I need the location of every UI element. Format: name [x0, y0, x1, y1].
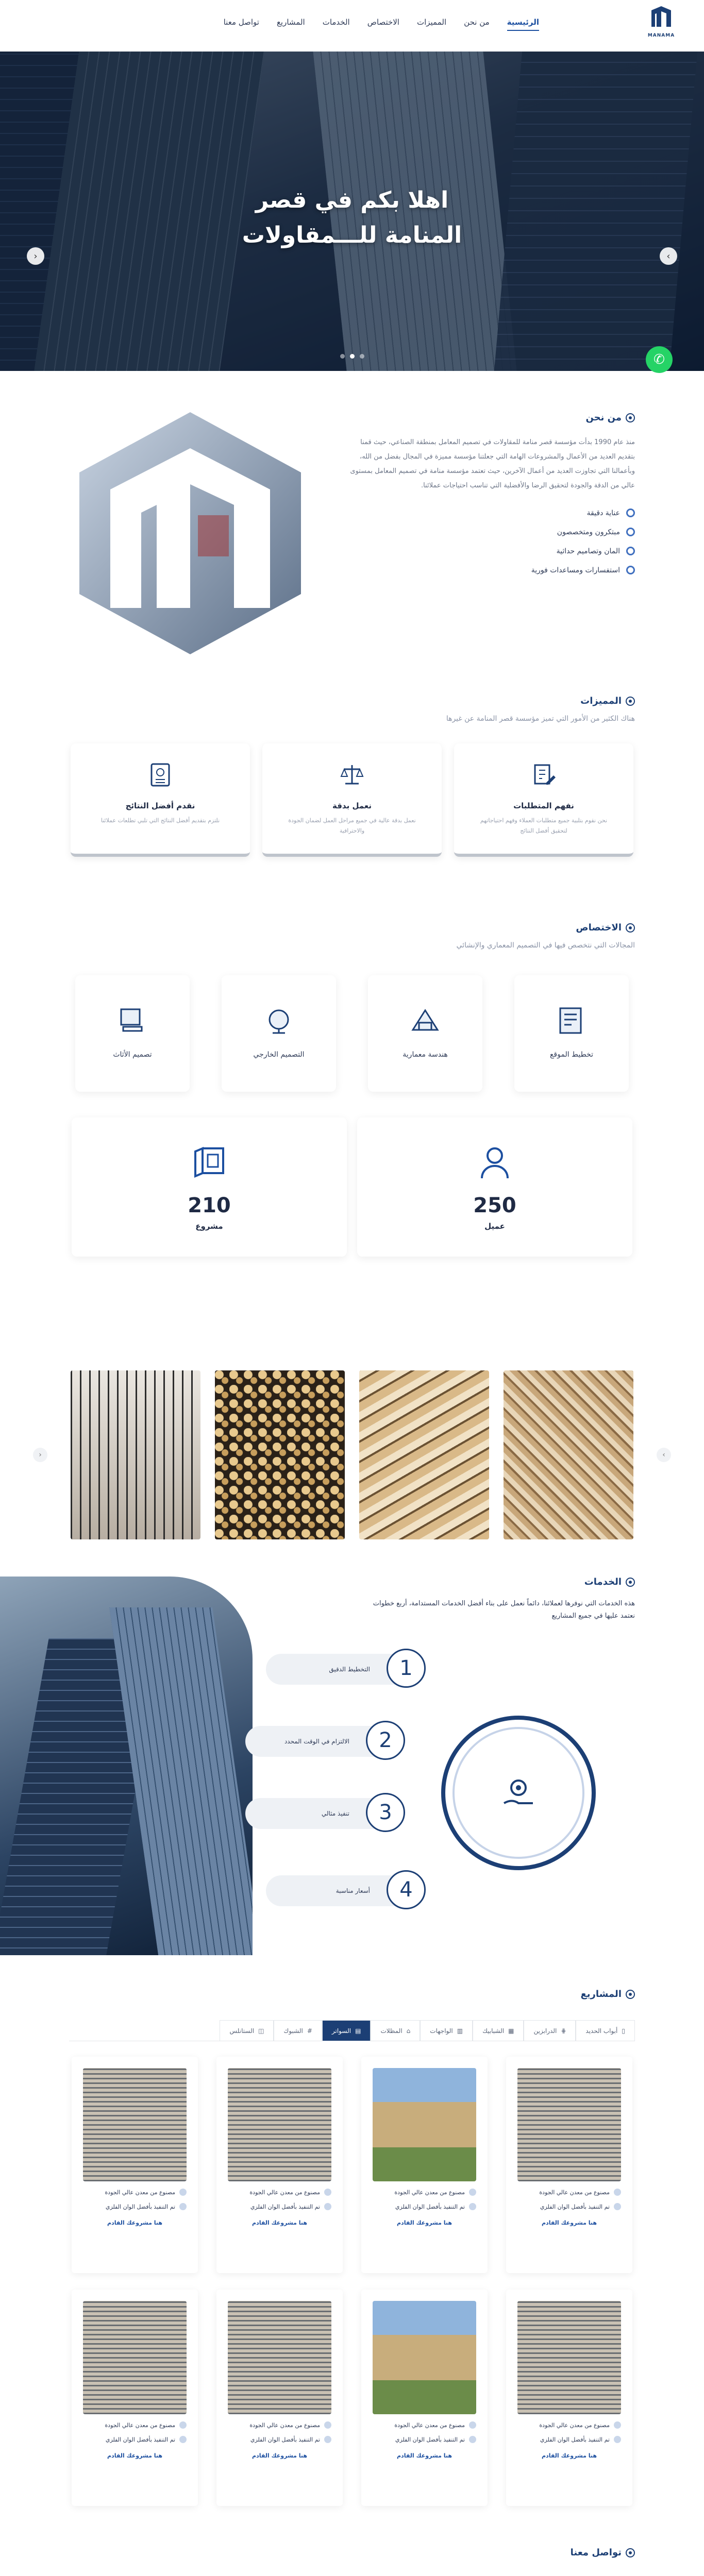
tab-railings[interactable]: ⋕ الدرابزين — [524, 2020, 576, 2041]
about-point: عناية دقيقة — [346, 509, 635, 517]
gallery-prev-icon[interactable]: ‹ — [33, 1448, 47, 1462]
check-icon — [324, 2436, 331, 2443]
about-point: استفسارات ومساعدات فورية — [346, 566, 635, 574]
tab-mesh[interactable]: # الشبوك — [274, 2020, 322, 2041]
feature-card-text: نحن نقوم بتلبية جميع متطلبات العملاء وفهم احتياجاتهم لتحقيق أفضل النتائج — [480, 817, 608, 834]
specialization-card-label: تصميم الأثاث — [113, 1050, 152, 1059]
blueprint-icon — [190, 1143, 228, 1181]
slider-next-icon[interactable]: › — [660, 247, 677, 265]
tab-screens[interactable]: ▤ السواتر — [322, 2020, 371, 2041]
specialization-title: الاختصاص — [69, 922, 635, 933]
projects-grid — [69, 2057, 635, 2506]
feature-card-text: نلتزم بتقديم أفضل النتائج التي تلبي تطلعات عملائنا — [100, 817, 220, 824]
project-link[interactable]: هنا مشروعك القادم — [252, 2219, 307, 2226]
nav-menu — [224, 18, 539, 31]
gear-hand-icon — [498, 1772, 539, 1814]
services-circle — [441, 1716, 596, 1870]
specialization-card — [368, 975, 482, 1092]
stat-card — [72, 1117, 347, 1257]
services-building-image — [0, 1577, 253, 1955]
facade-icon: ▥ — [457, 2027, 463, 2035]
project-feature: تم التنفيذ بأفضل الوان الفلزي — [373, 2436, 476, 2443]
project-image — [373, 2301, 476, 2414]
nav-item-specialization[interactable]: الاختصاص — [367, 18, 399, 27]
project-feature: تم التنفيذ بأفضل الوان الفلزي — [517, 2203, 621, 2210]
check-icon — [469, 2189, 476, 2196]
check-icon — [469, 2421, 476, 2429]
about-title: من نحن — [346, 412, 635, 423]
site-plan-icon — [555, 1004, 588, 1037]
about-text: منذ عام 1990 بدأت مؤسسة قصر منامة للمقاولات في تصميم المعامل بمنطقة الصناعي، حيث قمنا بتقديم العديد من الأعمال والمشروعات الهامة التي جعلتنا مؤسسة مميزة في المجال بفضل من الله، وبأعمالنا التي تجاوزت العديد من أعمال الآخرين، حيث تعتمد مؤسسة منامة في تصميم المعامل بمستوى عالي من الدقة والجودة لتحقيق الرضا والأفضلية التي تناسب احتياجات عملائنا. — [350, 438, 635, 489]
project-link[interactable]: هنا مشروعك القادم — [107, 2452, 162, 2459]
feature-card — [454, 743, 633, 857]
logo-mark-icon — [649, 5, 673, 29]
check-icon — [179, 2436, 187, 2443]
window-icon: ▦ — [508, 2027, 514, 2035]
projects-title: المشاريع — [69, 1989, 635, 1999]
feature-card — [71, 743, 250, 857]
check-icon — [179, 2203, 187, 2210]
about-point: المان وتصاميم حداثية — [346, 547, 635, 555]
screen-icon: ▤ — [355, 2027, 361, 2035]
feature-card-title: نقدم أفضل النتائج — [125, 801, 195, 810]
whatsapp-icon[interactable]: ✆ — [646, 346, 673, 373]
project-feature: تم التنفيذ بأفضل الوان الفلزي — [517, 2436, 621, 2443]
about-section — [69, 371, 635, 680]
check-icon — [179, 2189, 187, 2196]
project-feature: مصنوع من معدن عالي الجودة — [83, 2189, 187, 2196]
gallery-carousel — [0, 1355, 704, 1561]
project-card[interactable] — [216, 2290, 343, 2506]
specialization-card — [222, 975, 336, 1092]
check-icon — [614, 2421, 621, 2429]
exterior-design-icon — [262, 1004, 295, 1037]
stat-card — [357, 1117, 632, 1257]
scale-icon — [339, 762, 365, 788]
features-section — [69, 680, 635, 912]
tab-iron-doors[interactable]: ▯ أبواب الحديد — [576, 2020, 635, 2041]
project-link[interactable]: هنا مشروعك القادم — [541, 2452, 597, 2459]
tab-facades[interactable]: ▥ الواجهات — [420, 2020, 473, 2041]
gallery-image[interactable] — [359, 1370, 489, 1539]
gallery-next-icon[interactable]: › — [657, 1448, 671, 1462]
architecture-icon — [409, 1004, 442, 1037]
slider-dot[interactable] — [350, 354, 355, 359]
project-feature: مصنوع من معدن عالي الجودة — [373, 2421, 476, 2429]
project-feature: تم التنفيذ بأفضل الوان الفلزي — [83, 2436, 187, 2443]
feature-card — [262, 743, 442, 857]
stat-value: 250 — [473, 1194, 516, 1217]
nav-item-contact[interactable]: تواصل معنا — [223, 18, 259, 27]
stat-label: مشروع — [195, 1222, 223, 1231]
certificate-icon — [147, 762, 173, 788]
specialization-card-label: تخطيط الموقع — [549, 1050, 593, 1059]
tab-canopies[interactable]: ⌂ المظلات — [371, 2020, 420, 2041]
project-feature: مصنوع من معدن عالي الجودة — [228, 2189, 331, 2196]
contact-title: تواصل معنا — [69, 2547, 635, 2558]
project-link[interactable]: هنا مشروعك القادم — [252, 2452, 307, 2459]
specialization-card-label: التصميم الخارجي — [253, 1050, 305, 1059]
specialization-section — [69, 912, 635, 1355]
stat-value: 210 — [188, 1194, 231, 1217]
services-steps — [284, 1654, 575, 1942]
project-feature: تم التنفيذ بأفضل الوان الفلزي — [373, 2203, 476, 2210]
project-link[interactable]: هنا مشروعك القادم — [396, 2219, 452, 2226]
about-hexagon-image — [79, 412, 301, 654]
hero-line-1: اهلا بكم في قصر — [255, 187, 449, 213]
service-step-number: 4 — [387, 1870, 426, 1909]
canopy-icon: ⌂ — [406, 2027, 411, 2035]
slider-prev-icon[interactable]: ‹ — [27, 247, 44, 265]
service-step-label: الالتزام في الوقت المحدد — [284, 1738, 349, 1745]
section-bullet-icon — [626, 1578, 635, 1587]
service-step-label: التخطيط الدقيق — [329, 1666, 370, 1673]
project-feature: مصنوع من معدن عالي الجودة — [373, 2189, 476, 2196]
service-step-label: تنفيذ مثالي — [321, 1810, 349, 1817]
check-icon — [324, 2421, 331, 2429]
feature-card-title: نعمل بدقة — [332, 801, 372, 810]
projects-section — [69, 1968, 635, 2506]
tab-windows[interactable]: ▦ الشبابيك — [473, 2020, 524, 2041]
project-feature: تم التنفيذ بأفضل الوان الفلزي — [228, 2436, 331, 2443]
project-feature: تم التنفيذ بأفضل الوان الفلزي — [83, 2203, 187, 2210]
mesh-icon: # — [307, 2027, 312, 2035]
project-link[interactable]: هنا مشروعك القادم — [396, 2452, 452, 2459]
project-image — [83, 2068, 187, 2181]
project-card[interactable] — [361, 2057, 488, 2273]
slider-dots — [0, 354, 704, 359]
section-bullet-icon — [626, 1990, 635, 1999]
brand-logo[interactable] — [643, 5, 679, 39]
service-step — [245, 1798, 390, 1829]
service-step — [266, 1654, 413, 1685]
section-bullet-icon — [626, 697, 635, 706]
about-points — [346, 509, 635, 574]
nav-item-home[interactable]: الرئيسية — [507, 18, 539, 31]
project-image — [83, 2301, 187, 2414]
service-step-number: 2 — [366, 1721, 405, 1760]
check-icon — [614, 2203, 621, 2210]
gallery-image[interactable] — [71, 1370, 200, 1539]
slider-dot[interactable] — [360, 354, 364, 359]
specialization-card — [514, 975, 629, 1092]
check-icon — [614, 2189, 621, 2196]
nav-item-about[interactable]: من نحن — [464, 18, 490, 27]
check-icon — [324, 2189, 331, 2196]
section-bullet-icon — [626, 2548, 635, 2557]
projects-tabs — [69, 2020, 635, 2041]
user-icon — [476, 1143, 514, 1181]
about-point: مبتكرون ومتخصصون — [346, 528, 635, 536]
door-icon: ▯ — [622, 2027, 625, 2035]
project-image — [517, 2068, 621, 2181]
project-feature: مصنوع من معدن عالي الجودة — [517, 2189, 621, 2196]
services-section — [0, 1577, 704, 1968]
project-feature: مصنوع من معدن عالي الجودة — [517, 2421, 621, 2429]
service-step-label: أسعار مناسبة — [336, 1887, 370, 1894]
stat-label: عميل — [484, 1222, 505, 1231]
features-title: المميزات — [69, 696, 635, 706]
check-icon — [324, 2203, 331, 2210]
hero-heading — [0, 183, 704, 253]
project-card[interactable] — [72, 2057, 198, 2273]
nav-item-services[interactable]: الخدمات — [322, 18, 350, 27]
project-card[interactable] — [361, 2290, 488, 2506]
top-nav — [0, 0, 704, 52]
service-step-number: 3 — [366, 1793, 405, 1832]
hero-line-2: المنامة للـــمقاولات — [242, 222, 462, 248]
project-feature: مصنوع من معدن عالي الجودة — [83, 2421, 187, 2429]
specialization-subtitle: المجالات التي نتخصص فيها في التصميم المعماري والإنشائي — [456, 941, 635, 950]
project-feature: تم التنفيذ بأفضل الوان الفلزي — [228, 2203, 331, 2210]
services-title: الخدمات — [357, 1577, 635, 1587]
specialization-card-label: هندسة معمارية — [403, 1050, 448, 1059]
service-step-number: 1 — [387, 1649, 426, 1688]
project-card[interactable] — [506, 2057, 632, 2273]
project-link[interactable]: هنا مشروعك القادم — [541, 2219, 597, 2226]
furniture-design-icon — [116, 1004, 149, 1037]
document-pen-icon — [531, 762, 557, 788]
project-card[interactable] — [72, 2290, 198, 2506]
railing-icon: ⋕ — [561, 2027, 566, 2035]
project-image — [373, 2068, 476, 2181]
section-bullet-icon — [626, 923, 635, 933]
feature-card-title: نفهم المتطلبات — [513, 801, 574, 810]
specialization-card — [75, 975, 190, 1092]
brand-name: MANAMA — [647, 33, 675, 38]
hero-slider — [0, 52, 704, 371]
check-icon — [469, 2436, 476, 2443]
project-image — [517, 2301, 621, 2414]
project-card[interactable] — [506, 2290, 632, 2506]
services-text: هذه الخدمات التي نوفرها لعملائنا، دائماً نعمل على بناء أفضل الخدمات المستدامة، أربع خطوات نعتمد عليها في جميع المشاريع — [373, 1600, 635, 1620]
project-image — [228, 2068, 331, 2181]
section-bullet-icon — [626, 413, 635, 422]
project-feature: مصنوع من معدن عالي الجودة — [228, 2421, 331, 2429]
check-icon — [614, 2436, 621, 2443]
slider-dot[interactable] — [340, 354, 345, 359]
service-step — [266, 1875, 413, 1906]
gallery-image[interactable] — [504, 1370, 633, 1539]
features-subtitle: هناك الكثير من الأمور التي تميز مؤسسة قصر المنامة عن غيرها — [446, 715, 635, 723]
nav-item-projects[interactable]: المشاريع — [276, 18, 305, 27]
check-icon — [179, 2421, 187, 2429]
stainless-icon: ◫ — [258, 2027, 264, 2035]
project-card[interactable] — [216, 2057, 343, 2273]
gallery-image[interactable] — [215, 1370, 345, 1539]
service-step — [245, 1726, 390, 1757]
check-icon — [469, 2203, 476, 2210]
project-link[interactable]: هنا مشروعك القادم — [107, 2219, 162, 2226]
tab-stainless[interactable]: ◫ الستانلس — [220, 2020, 274, 2041]
feature-card-text: نعمل بدقة عالية في جميع مراحل العمل لضمان الجودة والاحترافية — [288, 817, 416, 834]
contact-section — [69, 2506, 635, 2576]
nav-item-features[interactable]: المميزات — [416, 18, 447, 27]
project-image — [228, 2301, 331, 2414]
